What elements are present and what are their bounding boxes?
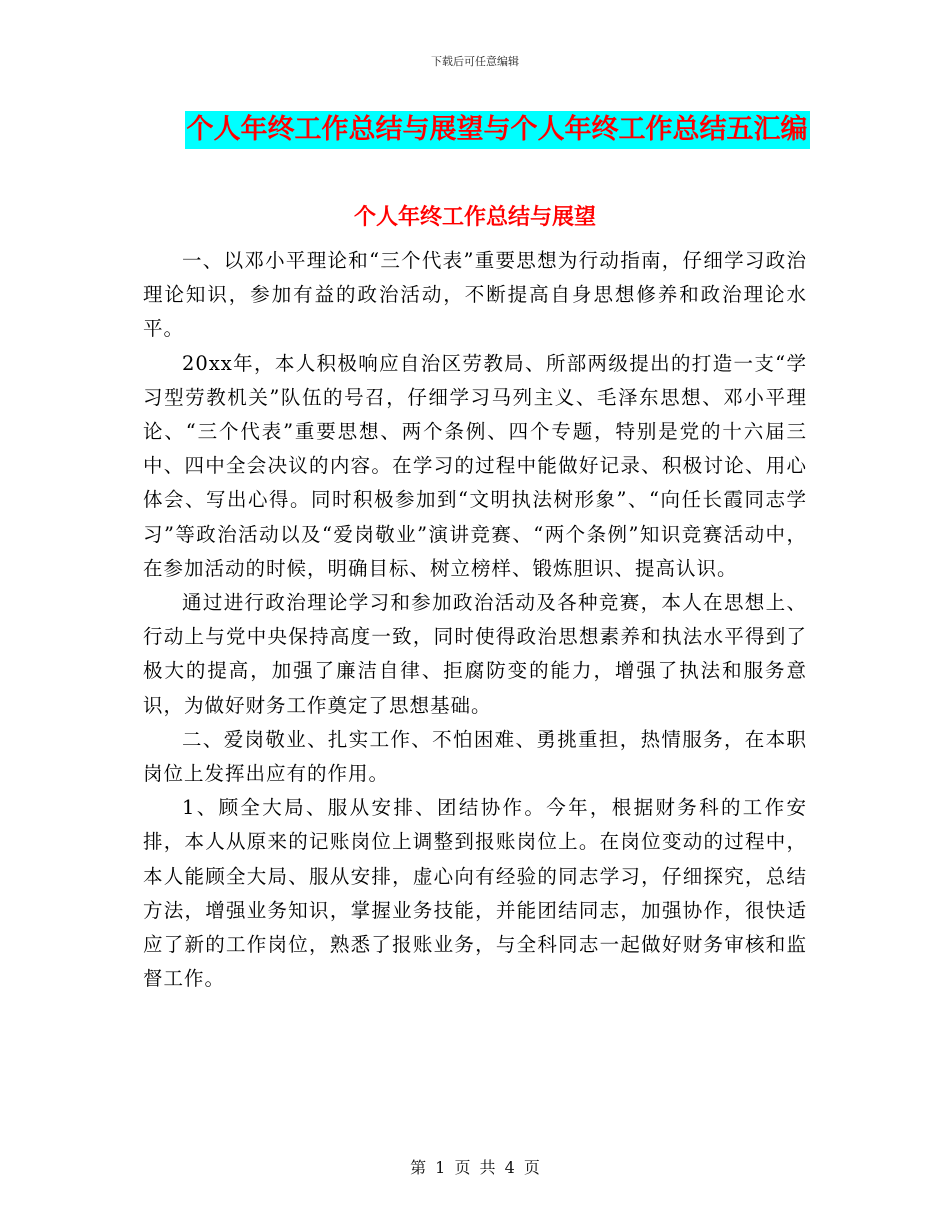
body-paragraph: 二、爱岗敬业、扎实工作、不怕困难、勇挑重担，热情服务，在本职岗位上发挥出应有的作用。 xyxy=(143,727,807,786)
body-paragraph: 一、以邓小平理论和“三个代表”重要思想为行动指南，仔细学习政治理论知识，参加有益的政治活动，不断提高自身思想修养和政治理论水平。 xyxy=(143,249,807,341)
document-section-title: 个人年终工作总结与展望 xyxy=(353,205,596,230)
body-paragraph: 20xx年，本人积极响应自治区劳教局、所部两级提出的打造一支“学习型劳教机关”队伍的号召，仔细学习马列主义、毛泽东思想、邓小平理论、“三个代表”重要思想、两个条例、四个专题，特别是党的十六届三中、四中全会决议的内容。在学习的过程中能做好记录、积极讨论、用心体会、写出心得。同时积极参加到“文明执法树形象”、“向任长霞同志学习”等政治活动以及“爱岗敬业”演讲竞赛、“两个条例”知识竞赛活动中，在参加活动的时候，明确目标、树立榜样、锻炼胆识、提高认识。 xyxy=(143,351,807,580)
page-number-footer: 第 1 页 共 4 页 xyxy=(410,1158,540,1177)
body-paragraph: 通过进行政治理论学习和参加政治活动及各种竞赛，本人在思想上、行动上与党中央保持高度一致，同时使得政治思想素养和执法水平得到了极大的提高，加强了廉洁自律、拒腐防变的能力，增强了执法和服务意识，为做好财务工作奠定了思想基础。 xyxy=(143,591,807,717)
document-main-title: 个人年终工作总结与展望与个人年终工作总结五汇编 xyxy=(185,111,810,149)
header-note: 下载后可任意编辑 xyxy=(431,55,519,68)
document-body xyxy=(143,244,807,996)
body-paragraph: 1、顾全大局、服从安排、团结协作。今年，根据财务科的工作安排，本人从原来的记账岗位上调整到报账岗位上。在岗位变动的过程中，本人能顾全大局、服从安排，虚心向有经验的同志学习，仔细探究，总结方法，增强业务知识，掌握业务技能，并能团结同志，加强协作，很快适应了新的工作岗位，熟悉了报账业务，与全科同志一起做好财务审核和监督工作。 xyxy=(143,796,807,991)
main-title-container xyxy=(0,111,950,149)
